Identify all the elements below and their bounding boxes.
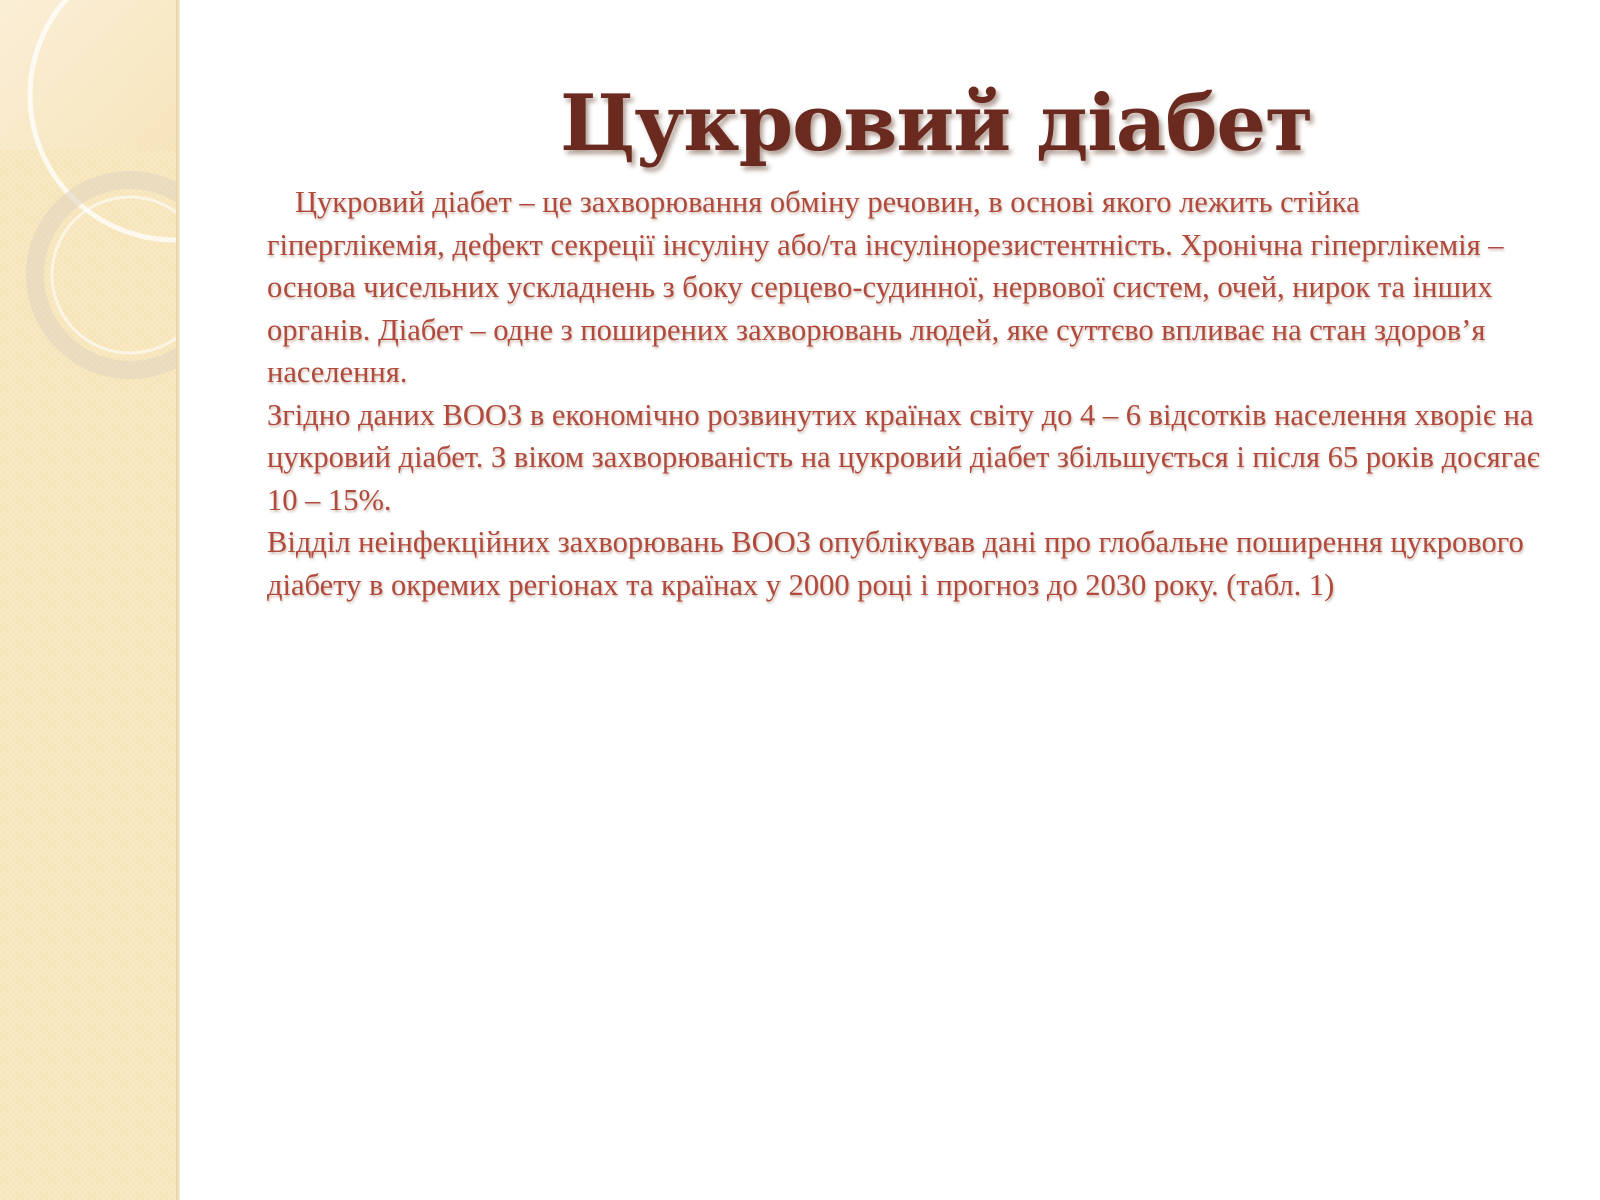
- paragraph-definition: Цукровий діабет – це захворювання обміну речовин, в основі якого лежить стійка гіперглікемія, дефект секреції інсуліну або/та інсулінорезистентність. Хронічна гіперглікемія – основа чисельних ускладнень з боку серцево-судинної, нервової систем, очей, нирок та інших органів. Діабет – одне з поширених захворювань людей, яке суттєво впливає на стан здоров’я населення.: [267, 185, 1504, 389]
- slide-title: Цукровий діабет: [560, 78, 1313, 169]
- slide-body: [267, 181, 1542, 606]
- side-panel-edge: [176, 0, 180, 1200]
- paragraph-who-statistics: Згідно даних ВООЗ в економічно розвинутих країнах світу до 4 – 6 відсотків населення хворіє на цукровий діабет. З віком захворюваність на цукровий діабет збільшується і після 65 років досягає 10 – 15%.: [267, 397, 1540, 517]
- paragraph-who-report: Відділ неінфекційних захворювань ВООЗ опублікував дані про глобальне поширення цукрового діабету в окремих регіонах та країнах у 2000 році і прогноз до 2030 року. (табл. 1): [267, 525, 1524, 602]
- decorative-rings-icon: [0, 0, 178, 400]
